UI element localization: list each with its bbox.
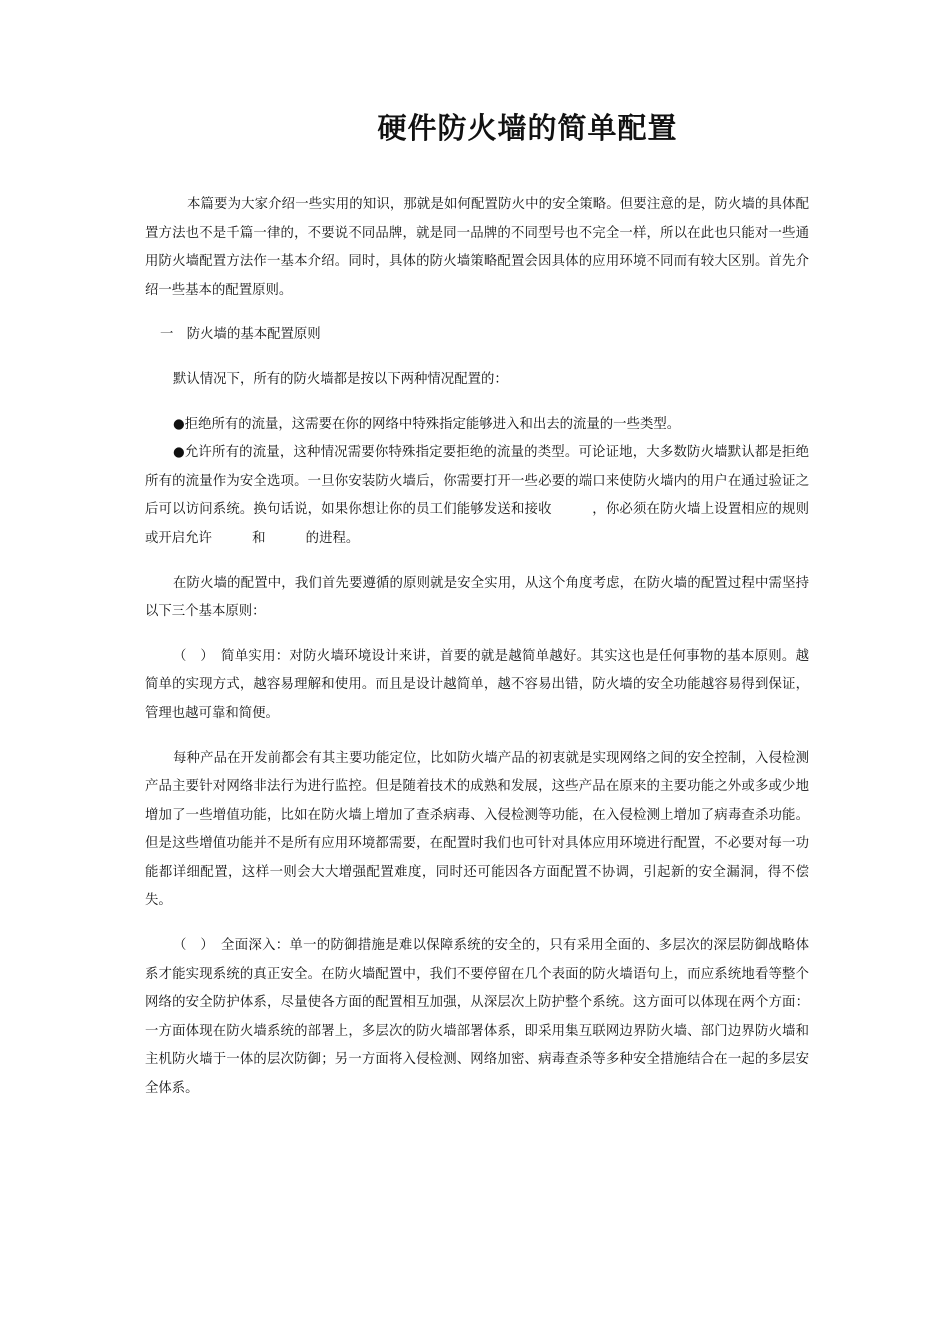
section-heading: 一 防火墙的基本配置原则 <box>160 327 321 343</box>
product-features-paragraph: 每种产品在开发前都会有其主要功能定位，比如防火墙产品的初衷就是实现网络之间的安全控制，入侵检测产品主要针对网络非法行为进行监控。但是随着技术的成熟和发展，这些产品在原来的主要功能之外或多或少地增加了一些增值功能，比如在防火墙上增加了查杀病毒、入侵检测等功能，在入侵检测上增加了病毒查杀功能。但是这些增值功能并不是所有应用环境都需要，在配置时我们也可针对具体应用环境进行配置，不必要对每一功能都详细配置，这样一则会大大增强配置难度，同时还可能因各方面配置不协调，引起新的安全漏洞，得不偿失。 <box>145 750 809 909</box>
principle-simple-practical: （ ） 简单实用：对防火墙环境设计来讲，首要的就是越简单越好。其实这也是任何事物的基本原则。越简单的实现方式，越容易理解和使用。而且是设计越简单，越不容易出错，防火墙的安全功能越容易得到保证，管理也越可靠和简便。 <box>145 648 809 721</box>
default-config-line: 默认情况下，所有的防火墙都是按以下两种情况配置的： <box>173 371 508 387</box>
document-title: 硬件防火墙的简单配置 <box>377 111 678 145</box>
intro-paragraph: 本篇要为大家介绍一些实用的知识，那就是如何配置防火中的安全策略。但要注意的是，防火墙的具体配置方法也不是千篇一律的，不要说不同品牌，就是同一品牌的不同型号也不完全一样，所以在此也只能对一些通用防火墙配置方法作一基本介绍。同时，具体的防火墙策略配置会因具体的应用环境不同而有较大区别。首先介绍一些基本的配置原则。 <box>145 197 809 298</box>
bullet-allow-all: ●允许所有的流量，这种情况需要你特殊指定要拒绝的流量的类型。可论证地，大多数防火墙默认都是拒绝所有的流量作为安全选项。一旦你安装防火墙后，你需要打开一些必要的端口来使防火墙内的用户在通过验证之后可以访问系统。换句话说，如果你想让你的员工们能够发送和接收 ，你必须在防火墙上设置相应的规则或开启允许 和 的进程。 <box>145 445 809 546</box>
principle-comprehensive: （ ） 全面深入：单一的防御措施是难以保障系统的安全的，只有采用全面的、多层次的深层防御战略体系才能实现系统的真正安全。在防火墙配置中，我们不要停留在几个表面的防火墙语句上，而应系统地看等整个网络的安全防护体系，尽量使各方面的配置相互加强，从深层次上防护整个系统。这方面可以体现在两个方面：一方面体现在防火墙系统的部署上，多层次的防火墙部署体系，即采用集互联网边界防火墙、部门边界防火墙和主机防火墙于一体的层次防御；另一方面将入侵检测、网络加密、病毒查杀等多种安全措施结合在一起的多层安全体系。 <box>145 938 809 1097</box>
bullet-deny-all: ●拒绝所有的流量，这需要在你的网络中特殊指定能够进入和出去的流量的一些类型。 <box>173 416 681 432</box>
principles-intro-paragraph: 在防火墙的配置中，我们首先要遵循的原则就是安全实用，从这个角度考虑，在防火墙的配置过程中需坚持以下三个基本原则： <box>145 575 809 620</box>
document-body <box>145 191 809 1104</box>
